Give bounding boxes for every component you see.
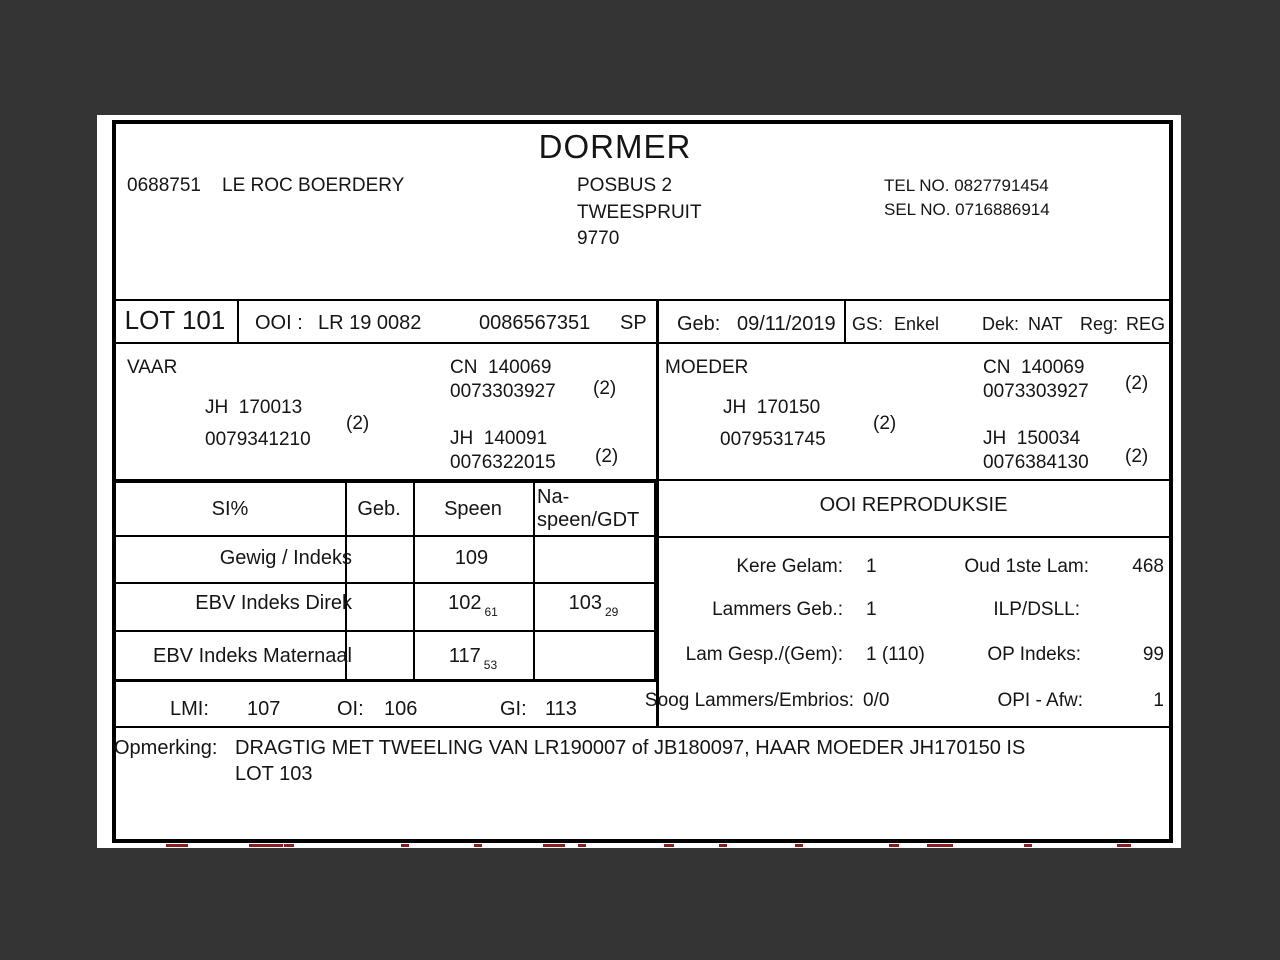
- address-line-2: TWEESPRUIT: [577, 202, 702, 223]
- reproduction-title-underline: [657, 536, 1169, 538]
- si-header-si: SI%: [211, 498, 249, 520]
- repro-right-label: OP Indeks:: [987, 644, 1081, 665]
- clipped-red-text-fragment: [889, 844, 899, 847]
- si-value: 102: [448, 592, 482, 614]
- breed-title: DORMER: [538, 128, 692, 165]
- dam-granddam-number: 0076384130: [983, 452, 1089, 473]
- clipped-red-text-fragment: [249, 844, 283, 847]
- si-col-divider-3: [533, 483, 535, 679]
- clipped-red-text-fragment: [664, 844, 674, 847]
- oi-label: OI:: [337, 698, 364, 720]
- repro-left-label: Kere Gelam:: [736, 556, 843, 577]
- dam-granddam-id: JH 150034: [983, 428, 1081, 449]
- lot-number: LOT 101: [124, 305, 226, 335]
- clipped-red-text-fragment: [795, 844, 803, 847]
- si-header-bottom-line: [115, 535, 654, 537]
- si-header-naspeen: [537, 486, 639, 532]
- sire-grandsire-id: CN 140069: [450, 357, 552, 378]
- repro-left-label: Lammers Geb.:: [712, 599, 843, 620]
- sire-heading: VAAR: [127, 357, 178, 378]
- si-row-label: EBV Indeks Direk: [195, 592, 352, 614]
- reproduction-title: OOI REPRODUKSIE: [819, 494, 1008, 516]
- dam-heading: MOEDER: [665, 357, 749, 378]
- remark-top-line: [116, 726, 1169, 728]
- sire-number: 0079341210: [205, 429, 311, 450]
- birth-date-label: Geb:: [677, 313, 721, 335]
- si-cell-speen: [413, 547, 533, 575]
- repro-right-label: Oud 1ste Lam:: [964, 556, 1089, 577]
- clipped-red-text-fragment: [719, 844, 727, 847]
- si-accuracy-subscript: 29: [605, 605, 619, 619]
- sire-flag: (2): [346, 413, 370, 434]
- dam-flag: (2): [873, 413, 897, 434]
- sire-granddam-id: JH 140091: [450, 428, 548, 449]
- dam-number: 0079531745: [720, 429, 826, 450]
- lmi-value: 107: [247, 698, 281, 720]
- repro-left-value: 1 (110): [866, 644, 925, 665]
- member-number: 0688751: [127, 175, 201, 196]
- si-accuracy-subscript: 61: [484, 605, 498, 619]
- animal-type-label: OOI :: [255, 312, 303, 334]
- repro-right-value: 468: [1132, 556, 1164, 577]
- si-header-naspeen-line1: Na-: [537, 486, 570, 508]
- animal-suffix: SP: [620, 312, 647, 334]
- birth-date-value: 09/11/2019: [737, 313, 836, 335]
- si-row-label: Gewig / Indeks: [219, 547, 352, 569]
- si-row-divider-2: [115, 630, 654, 632]
- clipped-red-text-fragment: [166, 844, 188, 847]
- gi-value: 113: [545, 698, 577, 720]
- clipped-red-text-fragment: [401, 844, 409, 847]
- repro-left-label: Lam Gesp./(Gem):: [685, 644, 843, 665]
- address-line-3: 9770: [577, 228, 620, 249]
- clipped-red-text-fragment: [543, 844, 565, 847]
- repro-left-value: 1: [866, 599, 877, 620]
- clipped-red-text-fragment: [474, 844, 482, 847]
- si-row-divider-1: [115, 582, 654, 584]
- reg-label: Reg:: [1080, 314, 1119, 334]
- lmi-label: LMI:: [170, 698, 209, 720]
- repro-right-value: 1: [1153, 690, 1164, 711]
- dam-id: JH 170150: [723, 397, 821, 418]
- gs-label: GS:: [852, 314, 884, 334]
- repro-left-value: 0/0: [863, 690, 890, 711]
- repro-left-value: 1: [866, 556, 877, 577]
- sire-id: JH 170013: [205, 397, 303, 418]
- si-header-geb: Geb.: [357, 498, 401, 520]
- sire-grandsire-flag: (2): [593, 378, 617, 399]
- lot-row-top-line: [116, 299, 1169, 301]
- si-cell-naspeen: [533, 592, 654, 620]
- dam-grandsire-flag: (2): [1125, 373, 1149, 394]
- remark-text-line2: LOT 103: [235, 763, 313, 785]
- animal-id: LR 19 0082: [318, 312, 422, 334]
- sire-granddam-flag: (2): [595, 446, 619, 467]
- clipped-red-text-fragment: [927, 844, 953, 847]
- dek-value: NAT: [1028, 314, 1063, 334]
- si-row-label: EBV Indeks Maternaal: [153, 645, 352, 667]
- si-value: 109: [454, 547, 489, 569]
- clipped-red-text-fragment: [284, 844, 294, 847]
- dam-grandsire-id: CN 140069: [983, 357, 1085, 378]
- clipped-red-text-fragment: [1117, 844, 1131, 847]
- dek-label: Dek:: [982, 314, 1020, 334]
- si-cell-speen: [413, 645, 533, 673]
- gi-label: GI:: [500, 698, 527, 720]
- repro-right-label: ILP/DSLL:: [993, 599, 1080, 620]
- si-cell-speen: [413, 592, 533, 620]
- sire-grandsire-number: 0073303927: [450, 381, 556, 402]
- farm-name: LE ROC BOERDERY: [222, 175, 405, 196]
- dam-grandsire-number: 0073303927: [983, 381, 1089, 402]
- catalog-card: [97, 115, 1181, 848]
- clipped-red-text-fragment: [1024, 844, 1032, 847]
- gs-value: Enkel: [894, 314, 940, 334]
- oi-value: 106: [384, 698, 418, 720]
- repro-right-value: 99: [1142, 644, 1164, 665]
- si-header-naspeen-line2: speen/GDT: [537, 509, 640, 531]
- reg-value: REG: [1126, 314, 1166, 334]
- sire-granddam-number: 0076322015: [450, 452, 556, 473]
- address-line-1: POSBUS 2: [577, 175, 673, 196]
- si-header-speen: Speen: [444, 498, 502, 520]
- sel-number: SEL NO. 0716886914: [884, 200, 1050, 219]
- clipped-red-text-fragment: [578, 844, 586, 847]
- dam-granddam-flag: (2): [1125, 446, 1149, 467]
- animal-number: 0086567351: [479, 312, 591, 334]
- remark-label: Opmerking:: [114, 737, 218, 759]
- si-accuracy-subscript: 53: [483, 658, 498, 672]
- geb-cell-divider: [844, 301, 846, 342]
- lot-row-bottom-line: [116, 342, 1169, 344]
- repro-left-label: Soog Lammers/Embrios:: [644, 690, 854, 711]
- remark-text-line1: DRAGTIG MET TWEELING VAN LR190007 of JB180097, HAAR MOEDER JH170150 IS: [235, 737, 1026, 759]
- si-value: 103: [568, 592, 602, 614]
- tel-number: TEL NO. 0827791454: [884, 176, 1049, 195]
- si-index-table: [112, 480, 657, 682]
- repro-right-label: OPI - Afw:: [997, 690, 1083, 711]
- clipped-red-text-strip: [97, 844, 1181, 848]
- si-value: 117: [448, 645, 481, 667]
